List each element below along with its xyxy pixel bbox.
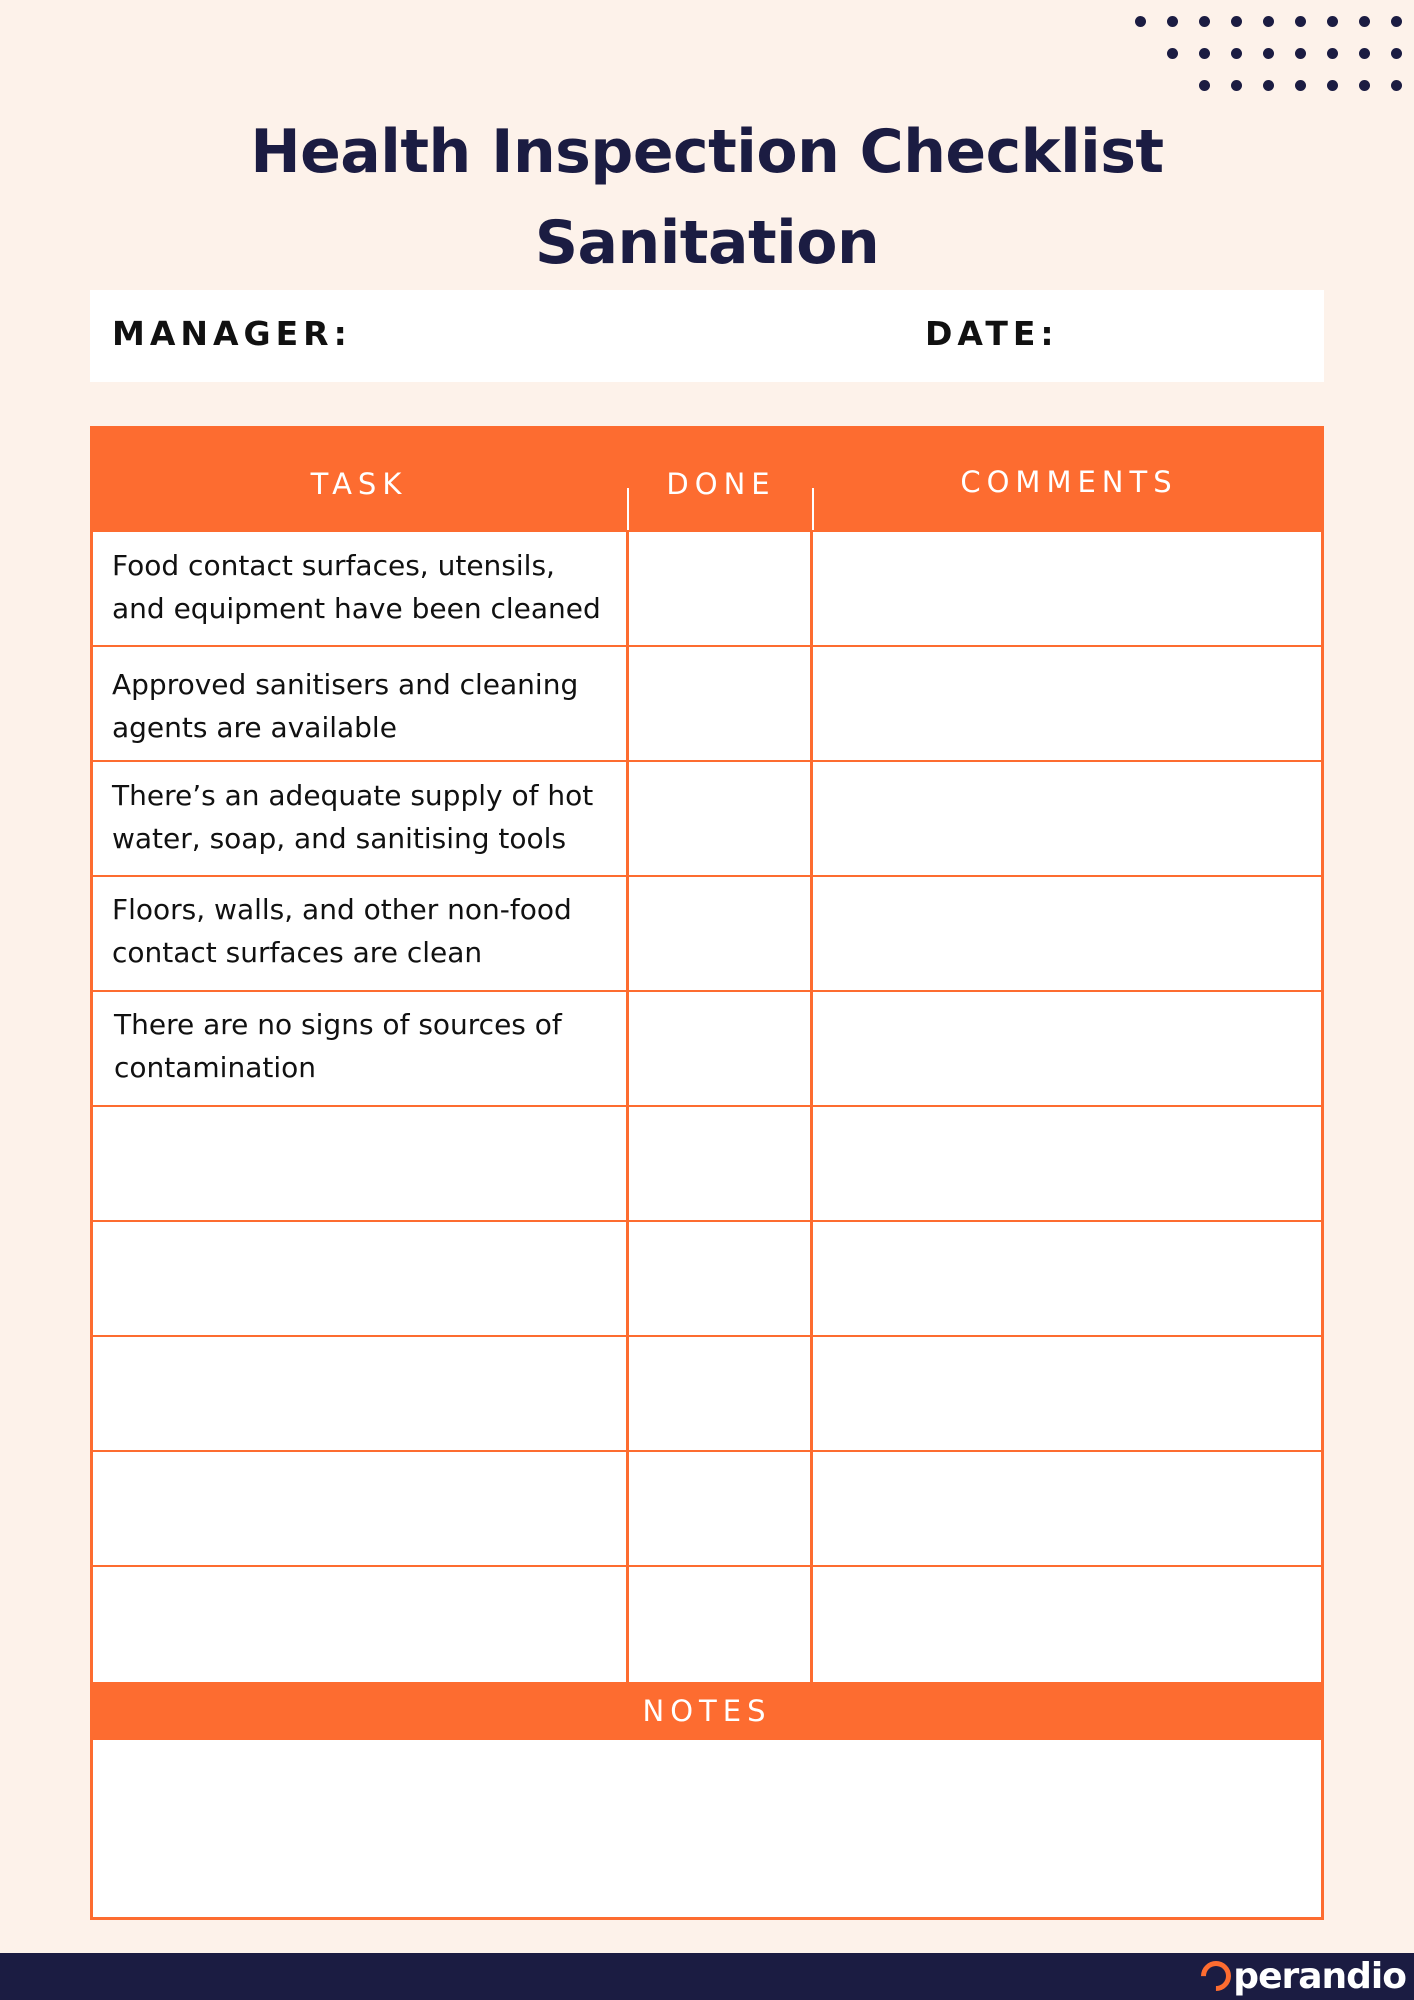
date-label: DATE: — [925, 314, 1059, 353]
table-row — [93, 532, 1321, 647]
task-line: Food contact surfaces, utensils, — [112, 549, 555, 582]
decorative-dot — [1263, 80, 1274, 91]
task-line: There’s an adequate supply of hot — [112, 779, 594, 812]
decorative-dot — [1359, 16, 1370, 27]
decorative-dot — [1295, 48, 1306, 59]
table-row — [93, 762, 1321, 877]
task-line: water, soap, and sanitising tools — [112, 822, 567, 855]
decorative-dot — [1359, 80, 1370, 91]
decorative-dot — [1135, 16, 1146, 27]
task-cell — [93, 1337, 626, 1450]
notes-header: NOTES — [90, 1682, 1324, 1740]
task-line: contact surfaces are clean — [112, 936, 483, 969]
task-cell — [93, 1452, 626, 1565]
brand-name: perandio — [1233, 1956, 1406, 1997]
info-bar — [90, 290, 1324, 382]
table-row — [93, 1107, 1321, 1222]
task-cell — [93, 877, 626, 990]
page-subtitle: Sanitation — [534, 208, 880, 278]
table-row — [93, 1337, 1321, 1452]
decorative-dot — [1263, 16, 1274, 27]
decorative-dot — [1359, 48, 1370, 59]
task-cell — [93, 647, 626, 760]
table-row — [93, 1567, 1321, 1682]
decorative-dot — [1231, 16, 1242, 27]
decorative-dot — [1263, 48, 1274, 59]
decorative-dot — [1295, 16, 1306, 27]
table-row — [93, 992, 1321, 1107]
table-header — [90, 426, 1324, 532]
decorative-dot — [1167, 48, 1178, 59]
decorative-dot — [1391, 80, 1402, 91]
decorative-dot — [1199, 48, 1210, 59]
task-line: Floors, walls, and other non-food — [112, 893, 572, 926]
task-cell — [93, 762, 626, 875]
task-cell — [93, 1107, 626, 1220]
task-line: contamination — [114, 1051, 317, 1084]
decorative-dot — [1199, 80, 1210, 91]
header-separator — [812, 488, 814, 530]
table-row — [93, 1452, 1321, 1567]
task-line: Approved sanitisers and cleaning — [112, 668, 579, 701]
decorative-dot — [1327, 16, 1338, 27]
decorative-dot — [1391, 48, 1402, 59]
decorative-dot — [1167, 16, 1178, 27]
column-divider-done-comments — [810, 532, 813, 1682]
header-separator — [627, 488, 629, 530]
task-cell — [93, 532, 626, 645]
table-body — [93, 532, 1321, 1682]
task-cell — [93, 992, 626, 1105]
task-line: and equipment have been cleaned — [112, 592, 601, 625]
task-cell — [93, 1567, 626, 1682]
decorative-dot — [1391, 16, 1402, 27]
table-row — [93, 1222, 1321, 1337]
brand-logo — [1201, 1953, 1406, 2000]
table-row — [93, 647, 1321, 762]
manager-label: MANAGER: — [112, 314, 352, 353]
decorative-dot — [1327, 48, 1338, 59]
header-comments: COMMENTS — [960, 465, 1178, 499]
decorative-dot — [1327, 80, 1338, 91]
task-line: There are no signs of sources of — [114, 1008, 562, 1041]
checklist-table — [90, 426, 1324, 1920]
task-cell — [93, 1222, 626, 1335]
column-divider-task-done — [626, 532, 629, 1682]
task-line: agents are available — [112, 711, 397, 744]
decorative-dot — [1231, 48, 1242, 59]
header-done: DONE — [666, 467, 776, 501]
header-task: TASK — [310, 467, 408, 501]
decorative-dot — [1295, 80, 1306, 91]
page-title: Health Inspection Checklist — [250, 117, 1164, 187]
decorative-dot — [1231, 80, 1242, 91]
decorative-dot — [1199, 16, 1210, 27]
logo-o-icon — [1195, 1955, 1237, 1997]
table-row — [93, 877, 1321, 992]
decorative-dots — [1130, 14, 1414, 94]
footer-bar — [0, 1953, 1414, 2000]
